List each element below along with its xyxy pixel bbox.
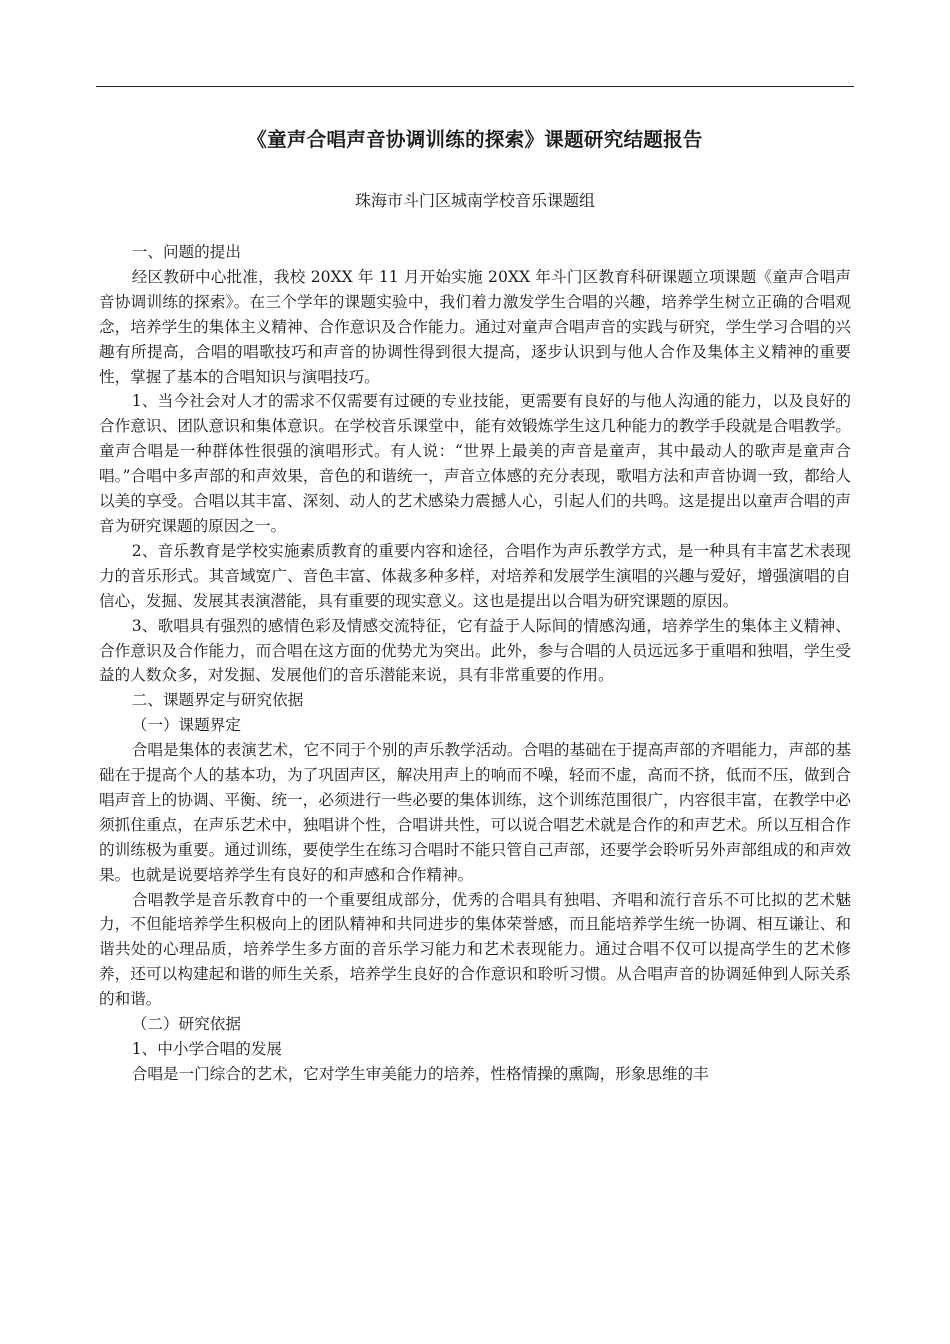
body-paragraph: 1、当今社会对人才的需求不仅需要有过硬的专业技能，更需要有良好的与他人沟通的能力，以及良好的合作意识、团队意识和集体意识。在学校音乐课堂中，能有效锻炼学生这几种能力的教学手段就是合唱教学。童声合唱是一种群体性很强的演唱形式。有人说：“世界上最美的声音是童声，其中最动人的歌声是童声合唱。”合唱中多声部的和声效果，音色的和谐统一，声音立体感的充分表现，歌唱方法和声音协调一致，都给人以美的享受。合唱以其丰富、深刻、动人的艺术感染力震撼人心，引起人们的共鸣。这是提出以童声合唱的声音为研究课题的原因之一。 bbox=[99, 392, 851, 535]
header-rule bbox=[96, 86, 854, 87]
report-title: 《童声合唱声音协调训练的探索》课题研究结题报告 bbox=[247, 128, 703, 151]
section-heading-problem: 一、问题的提出 bbox=[131, 243, 241, 261]
body-paragraph: 合唱教学是音乐教育中的一个重要组成部分，优秀的合唱具有独唱、齐唱和流行音乐不可比拟的艺术魅力，不但能培养学生积极向上的团队精神和共同进步的集体荣誉感，而且能培养学生统一协调、相互谦让、和谐共处的心理品质，培养学生多方面的音乐学习能力和艺术表现能力。通过合唱不仅可以提高学生的艺术修养，还可以构建起和谐的师生关系，培养学生良好的合作意识和聆听习惯。从合唱声音的协调延伸到人际关系的和谐。 bbox=[99, 890, 851, 1009]
body-paragraph: 合唱是集体的表演艺术，它不同于个别的声乐教学活动。合唱的基础在于提高声部的齐唱能力，声部的基础在于提高个人的基本功，为了巩固声区，解决用声上的响而不噪，轻而不虚，高而不挤，低而不压，做到合唱声音上的协调、平衡、统一，必须进行一些必要的集体训练，这个训练范围很广，内容很丰富，在教学中必须抓住重点，在声乐艺术中，独唱讲个性，合唱讲共性，可以说合唱艺术就是合作的和声艺术。所以互相合作的训练极为重要。通过训练，要使学生在练习合唱时不能只管自己声部，还要学会聆听另外声部组成的和声效果。也就是说要培养学生有良好的和声感和合作精神。 bbox=[99, 741, 851, 884]
report-author: 珠海市斗门区城南学校音乐课题组 bbox=[354, 191, 595, 210]
subsection-heading-definition: （一）课题界定 bbox=[131, 716, 241, 735]
section-heading-definition: 二、课题界定与研究依据 bbox=[131, 691, 304, 710]
body-paragraph: 3、歌唱具有强烈的感情色彩及情感交流特征，它有益于人际间的情感沟通，培养学生的集体主义精神、合作意识及合作能力，而合唱在这方面的优势尤为突出。此外，参与合唱的人员远远多于重唱和独唱，学生受益的人数众多，对发掘、发展他们的音乐潜能来说，具有非常重要的作用。 bbox=[99, 616, 851, 685]
body-paragraph: 经区教研中心批准，我校 20XX 年 11 月开始实施 20XX 年斗门区教育科研课题立项课题《童声合唱声音协调训练的探索》。在三个学年的课题实验中，我们着力激发学生合唱的兴趣，培养学生树立正确的合唱观念，培养学生的集体主义精神、合作意识及合作能力。通过对童声合唱声音的实践与研究，学生学习合唱的兴趣有所提高，合唱的唱歌技巧和声音的协调性得到很大提高，逐步认识到与他人合作及集体主义精神的重要性，掌握了基本的合唱知识与演唱技巧。 bbox=[99, 267, 851, 386]
subsection-heading-development: 1、中小学合唱的发展 bbox=[131, 1040, 283, 1058]
report-body bbox=[99, 240, 851, 1087]
subsection-heading-basis: （二）研究依据 bbox=[131, 1015, 241, 1034]
body-paragraph: 2、音乐教育是学校实施素质教育的重要内容和途径，合唱作为声乐教学方式，是一种具有丰富艺术表现力的音乐形式。其音域宽广、音色丰富、体裁多种多样，对培养和发展学生演唱的兴趣与爱好，增强演唱的自信心，发掘、发展其表演潜能，具有重要的现实意义。这也是提出以合唱为研究课题的原因。 bbox=[99, 541, 851, 610]
body-paragraph: 合唱是一门综合的艺术，它对学生审美能力的培养，性格情操的熏陶，形象思维的丰 bbox=[131, 1064, 709, 1083]
